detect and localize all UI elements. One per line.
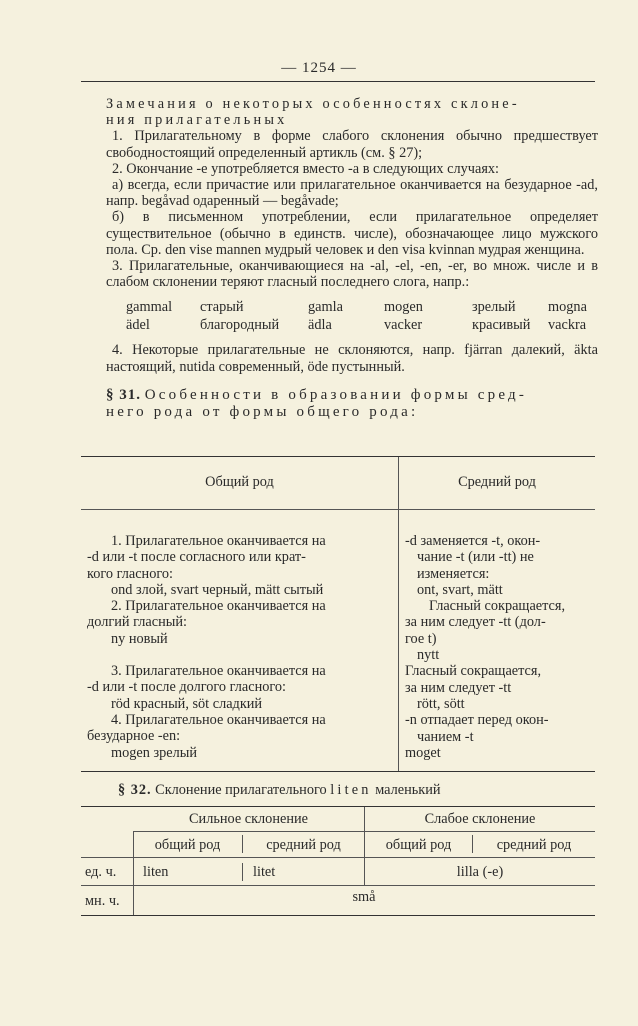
table-rule [81, 885, 595, 886]
table-line: ont, svart, mätt [417, 581, 503, 598]
table-line: rött, sött [417, 695, 465, 712]
remark-1: 1. Прилагательному в форме слабого склонения обычно предшествует свободностоящий определенный артикль (см. § 27); [106, 128, 598, 161]
header-common-gender: Общий род [205, 474, 274, 490]
remark-4: 4. Некоторые прилагательные не склоняются, напр. fjärran далекий, äkta настоящий, nutida современный, öde пустынный. [106, 342, 598, 375]
common-gender-column [87, 533, 391, 761]
table-line: чанием -t [417, 728, 474, 745]
examples-grid [126, 298, 598, 334]
section31-table [81, 456, 595, 772]
example-word: gammal [126, 299, 173, 316]
remark-3: 3. Прилагательные, оканчивающиеся на -al, -el, -en, -er, во множ. числе и в слабом склонении теряют гласный последнего слога, напр.: [106, 258, 598, 291]
table-line: кого гласного: [87, 565, 173, 582]
table-rule [81, 857, 595, 858]
example-word: красивый [472, 317, 531, 334]
example-word: благородный [200, 317, 280, 334]
example-word: mogna [548, 299, 587, 316]
example-word: gamla [308, 299, 343, 316]
table-line: nytt [417, 647, 440, 664]
section31-number: § 31. [106, 386, 141, 403]
table-line: гое t) [405, 630, 437, 647]
table-line: mogen зрелый [111, 744, 198, 761]
table-line: 2. Прилагательное оканчивается на [111, 598, 326, 615]
table-divider [242, 863, 243, 881]
section31-title-line1: Особенности в образовании формы сред- [144, 386, 528, 403]
table-line: Гласный сокращается, [429, 598, 566, 615]
example-word: vacker [384, 317, 423, 334]
neuter-gender-column [405, 533, 591, 761]
table-line: ny новый [111, 630, 168, 647]
top-rule [81, 81, 595, 82]
table-line: 3. Прилагательное оканчивается на [111, 663, 326, 680]
strong-declension-header: Сильное склонение [189, 811, 308, 827]
weak-declension-header: Слабое склонение [424, 811, 536, 827]
table-line: 4. Прилагательное оканчивается на [111, 711, 326, 728]
table-line: изменяется: [417, 565, 490, 582]
header-neuter-gender: Средний род [458, 474, 536, 490]
table-header-rule [81, 509, 595, 510]
table-line: за ним следует -tt [405, 679, 512, 696]
table-line: -n отпадает перед окон- [405, 712, 549, 729]
strong-common-header: общий род [154, 837, 221, 853]
table-line: -d или -t после долгого гласного: [87, 679, 287, 696]
example-word: ädel [126, 317, 150, 334]
remarks-heading-line2: ния прилагательных [106, 112, 288, 129]
example-word: зрелый [472, 299, 516, 316]
table-line: -d или -t после согласного или крат- [87, 549, 306, 566]
plural-all: små [352, 889, 376, 905]
remark-2b: б) в письменном употреблении, если прилагательное определяет существительное (обычно в единств. числе), обозначающее лицо мужского пола. Ср. den vise mannen мудрый человек и den visa kvinnan мудрая женщина. [106, 209, 598, 258]
table-line: долгий гласный: [87, 614, 187, 631]
page-number: — 1254 — [281, 60, 357, 76]
section32-word: liten [330, 782, 372, 798]
row-plural-label: мн. ч. [85, 893, 120, 909]
table-line: безударное -en: [87, 728, 181, 745]
section32-meaning: маленький [375, 782, 441, 798]
example-word: mogen [384, 299, 423, 316]
table-line: чание -t (или -tt) не [417, 549, 534, 566]
example-word: ädla [308, 317, 332, 334]
singular-common: liten [143, 864, 169, 880]
table-line: Гласный сокращается, [405, 663, 542, 680]
strong-neuter-header: средний род [266, 837, 341, 853]
singular-neuter: litet [253, 864, 276, 880]
section32-number: § 32. [118, 782, 152, 798]
weak-neuter-header: средний род [496, 837, 572, 853]
section31-heading [106, 387, 598, 405]
table-line: moget [405, 744, 441, 761]
example-word: vackra [548, 317, 587, 334]
table-line: ond злой, svart черный, mätt сытый [111, 581, 324, 598]
remarks-block [106, 96, 598, 422]
section32-table [81, 806, 595, 916]
example-word: старый [200, 299, 244, 316]
table-line: röd красный, söt сладкий [111, 695, 263, 712]
table-line: 1. Прилагательное оканчивается на [111, 533, 326, 549]
table-line: за ним следует -tt (дол- [405, 614, 546, 631]
section32-title-prefix: Склонение прилагательного [155, 782, 327, 798]
table-line: -d заменяется -t, окон- [405, 533, 541, 549]
remark-2a: а) всегда, если причастие или прилагательное оканчивается на безударное -ad, напр. begåvad одаренный — begåvade; [106, 177, 598, 210]
weak-common-header: общий род [385, 837, 452, 853]
remarks-heading-line1: Замечания о некоторых особенностях склоне- [106, 96, 520, 112]
singular-weak: lilla (-e) [456, 864, 504, 880]
table-divider [398, 457, 399, 771]
row-singular-label: ед. ч. [85, 864, 117, 880]
remark-2: 2. Окончание -e употребляется вместо -a в следующих случаях: [112, 160, 500, 177]
section32-heading [118, 782, 441, 799]
section31-title-line2: него рода от формы общего рода: [106, 404, 419, 421]
